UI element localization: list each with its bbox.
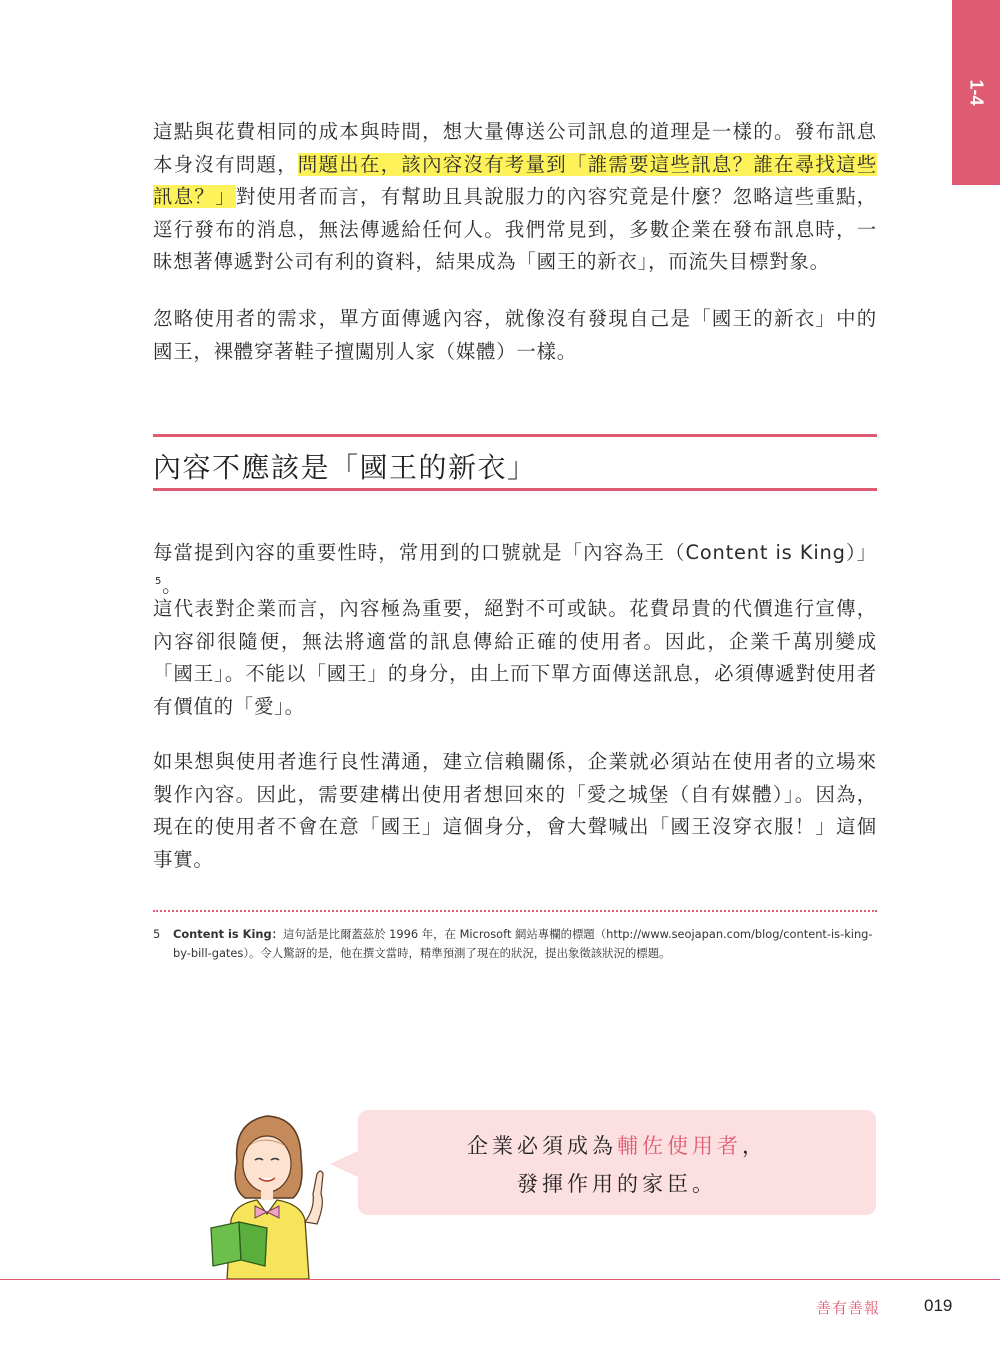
- footnote-text: 這句話是比爾蓋茲於 1996 年，在 Microsoft 網站專欄的標題（http://www.seojapan.com/blog/content-is-king-by-bill-gates）。令人驚訝的是，他在撰文當時，精準預測了現在的狀況，提出象徵該狀況的標題。: [173, 927, 873, 960]
- callout-line-1: [358, 1130, 876, 1160]
- callout-line-1-start: 企業必須成為: [467, 1134, 617, 1158]
- highlighted-text: 問題出在，該內容沒有考量到「誰需要這些訊息？誰在尋找這些訊息？」: [153, 152, 877, 209]
- paragraph-1-text-end: 對使用者而言，有幫助且具說服力的內容究竟是什麼？忽略這些重點，逕行發布的消息，無法傳遞給任何人。我們常見到，多數企業在發布訊息時，一昧想著傳遞對公司有利的資料，結果成為「國王的新衣」，而流失目標對象。: [153, 185, 877, 274]
- callout-line-1-end: ，: [742, 1134, 767, 1158]
- publisher-name: 善有善報: [816, 1299, 881, 1317]
- section-heading: 內容不應該是「國王的新衣」: [153, 451, 537, 484]
- heading-top-rule: [153, 434, 877, 437]
- chapter-tab: [952, 0, 1000, 185]
- speech-bubble-tail: [330, 1150, 360, 1178]
- paragraph-3-text: 每當提到內容的重要性時，常用到的口號就是「內容為王（Content is King）」: [153, 541, 877, 564]
- callout-line-2: 發揮作用的家臣。: [517, 1172, 717, 1196]
- footnote-term: Content is King：: [173, 927, 284, 941]
- chapter-tab-label: 1-4: [966, 79, 987, 106]
- footnote: [153, 925, 877, 963]
- paragraph-5: 如果想與使用者進行良性溝通，建立信賴關係，企業就必須站在使用者的立場來製作內容。因此，需要建構出使用者想回來的「愛之城堡（自有媒體）」。因為，現在的使用者不會在意「國王」這個身分，會大聲喊出「國王沒穿衣服！」這個事實。: [153, 750, 877, 871]
- paragraph-1-text: 這點與花費相同的成本與時間，想大量傳送公司訊息的道理是一樣的。發布訊息本身沒有問題，: [153, 120, 877, 176]
- footnote-number: 5: [153, 927, 161, 941]
- paragraph-2: 忽略使用者的需求，單方面傳遞內容，就像沒有發現自己是「國王的新衣」中的國王，裸體穿著鞋子擅闖別人家（媒體）一樣。: [153, 307, 877, 363]
- woman-illustration: [205, 1102, 335, 1279]
- paragraph-4: 這代表對企業而言，內容極為重要，絕對不可或缺。花費昂貴的代價進行宣傳，內容卻很隨便，無法將適當的訊息傳給正確的使用者。因此，企業千萬別變成「國王」。不能以「國王」的身分，由上而下單方面傳送訊息，必須傳遞對使用者有價值的「愛」。: [153, 597, 877, 718]
- paragraph-3-tail: 。: [162, 573, 183, 597]
- speech-bubble: [358, 1110, 876, 1215]
- heading-bottom-rule: [153, 488, 877, 491]
- callout-accent: 輔佐使用者: [617, 1134, 742, 1158]
- footer-rule: [0, 1279, 1000, 1280]
- page-number: 019: [924, 1296, 953, 1315]
- footnote-divider: [153, 910, 877, 912]
- footnote-ref[interactable]: 5: [155, 575, 163, 587]
- paragraph-1: [153, 116, 877, 279]
